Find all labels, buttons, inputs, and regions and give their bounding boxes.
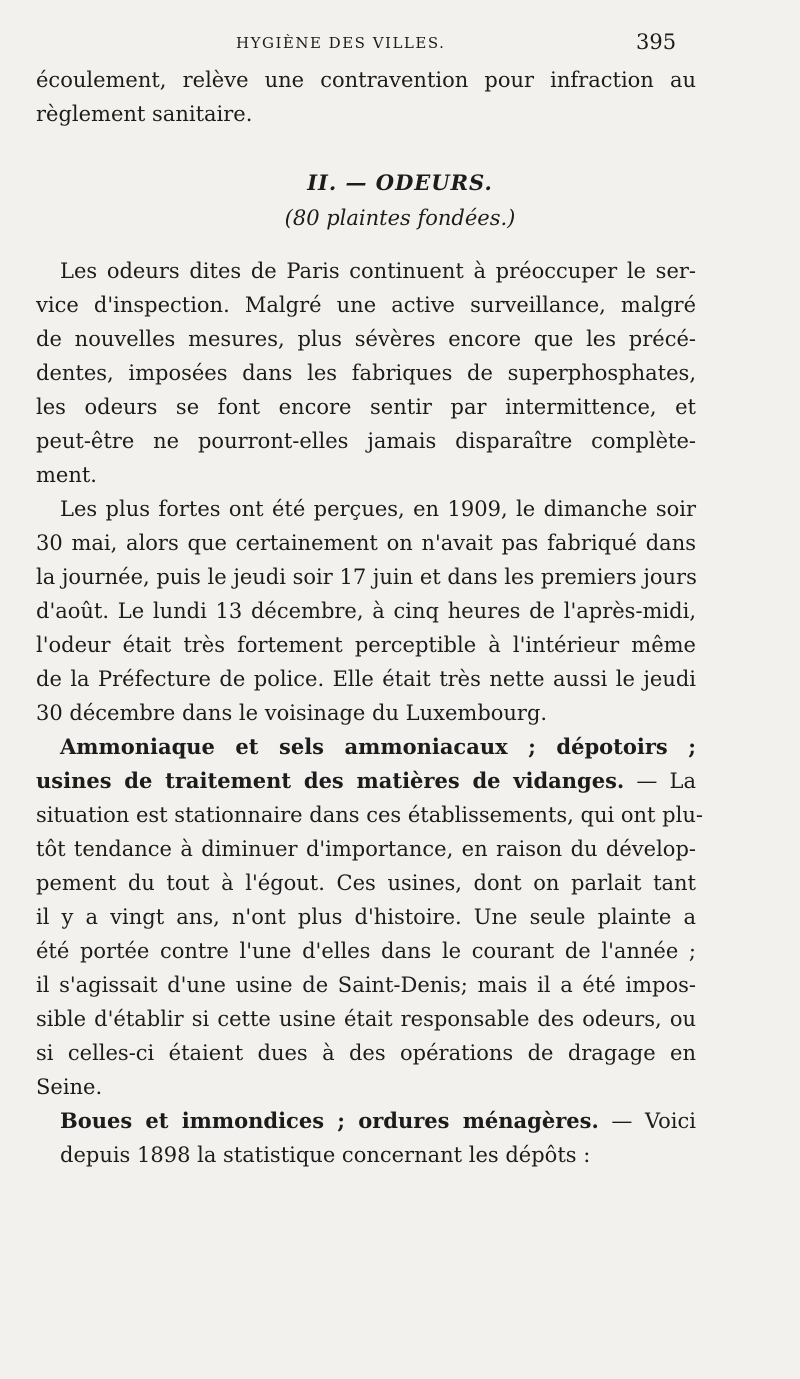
text-line: vice d'inspection. Malgré une active surveillance, malgré: [36, 293, 696, 317]
text-line: de nouvelles mesures, plus sévères encore que les précé-: [36, 327, 696, 351]
text-line: dentes, imposées dans les fabriques de superphosphates,: [36, 361, 696, 385]
section-title: II. — ODEURS.: [307, 170, 493, 195]
text-line: 30 mai, alors que certainement on n'avait pas fabriqué dans: [36, 531, 696, 555]
text-line: Les odeurs dites de Paris continuent à préoccuper le ser-: [60, 259, 696, 283]
page-number: 395: [636, 30, 677, 54]
text-line: si celles-ci étaient dues à des opérations de dragage en: [36, 1041, 696, 1065]
running-title: HYGIÈNE DES VILLES.: [236, 34, 446, 52]
text-line: écoulement, relève une contravention pour infraction au: [36, 68, 696, 92]
text-line: situation est stationnaire dans ces établissements, qui ont plu-: [36, 803, 703, 827]
page-header: [0, 28, 800, 58]
text-line: depuis 1898 la statistique concernant les dépôts :: [60, 1143, 591, 1167]
paragraph-heading: Boues et immondices ; ordures ménagères.: [60, 1108, 599, 1133]
text-line: tôt tendance à diminuer d'importance, en raison du dévelop-: [36, 837, 696, 861]
text-line: règlement sanitaire.: [36, 102, 253, 126]
text-line: [36, 764, 696, 798]
text-run: — Voici: [598, 1109, 696, 1133]
text-line: la journée, puis le jeudi soir 17 juin et dans les premiers jours: [36, 565, 697, 589]
section-subtitle: (80 plaintes fondées.): [284, 206, 516, 230]
text-line: d'août. Le lundi 13 décembre, à cinq heures de l'après-midi,: [36, 599, 696, 623]
text-run: — La: [624, 769, 696, 793]
text-line: Les plus fortes ont été perçues, en 1909, le dimanche soir: [60, 497, 696, 521]
text-line: peut-être ne pourront-elles jamais disparaître complète-: [36, 429, 696, 453]
paragraph-heading: Ammoniaque et sels ammoniacaux ; dépotoirs ;: [60, 734, 696, 759]
text-line: Seine.: [36, 1075, 103, 1099]
text-line: 30 décembre dans le voisinage du Luxembourg.: [36, 701, 548, 725]
text-line: l'odeur était très fortement perceptible à l'intérieur même: [36, 633, 696, 657]
text-line: il s'agissait d'une usine de Saint-Denis; mais il a été impos-: [36, 973, 696, 997]
text-line: de la Préfecture de police. Elle était très nette aussi le jeudi: [36, 667, 696, 691]
text-line: pement du tout à l'égout. Ces usines, dont on parlait tant: [36, 871, 696, 895]
text-line: sible d'établir si cette usine était responsable des odeurs, ou: [36, 1007, 696, 1031]
text-line: été portée contre l'une d'elles dans le courant de l'année ;: [36, 939, 696, 963]
text-line: [36, 1104, 696, 1138]
text-line: les odeurs se font encore sentir par intermittence, et: [36, 395, 696, 419]
text-line: ment.: [36, 463, 97, 487]
text-line: il y a vingt ans, n'ont plus d'histoire. Une seule plainte a: [36, 905, 696, 929]
paragraph-heading: usines de traitement des matières de vidanges.: [36, 768, 625, 793]
